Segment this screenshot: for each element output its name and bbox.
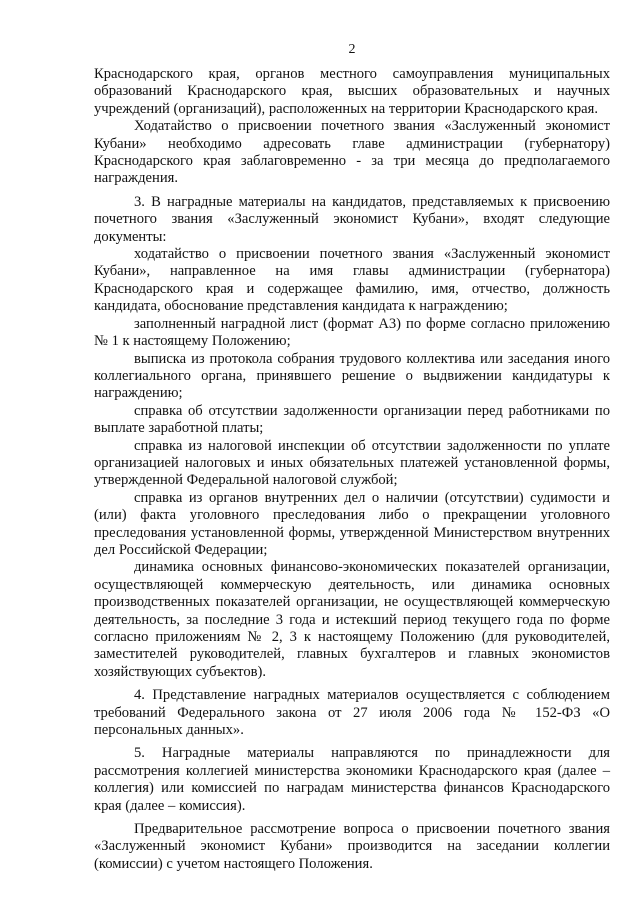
paragraph: справка об отсутствии задолженности организации перед работниками по выплате заработной платы; [94, 402, 610, 437]
document-page [94, 40, 610, 873]
paragraph: Краснодарского края, органов местного самоуправления муниципальных образований Краснодарского края, высших образовательных и научных учреждений (организаций), расположенных на территории Краснодарского края. [94, 66, 610, 117]
paragraph: справка из органов внутренних дел о наличии (отсутствии) судимости и (или) факта уголовного преследования либо о прекращении уголовного преследования установленной формы, утвержденной Министерством внутренних дел Российской Федерации; [94, 489, 610, 558]
paragraph: выписка из протокола собрания трудового коллектива или заседания иного коллегиального органа, принявшего решение о выдвижении кандидатуры к награждению; [94, 350, 610, 402]
paragraph: 4. Представление наградных материалов осуществляется с соблюдением требований Федерального закона от 27 июля 2006 года № 152-ФЗ «О персональных данных». [94, 687, 610, 739]
paragraph: динамика основных финансово-экономических показателей организации, осуществляющей коммерческую деятельность, или динамика основных производственных показателей организации, не осуществляющей коммерческую деятельность, за последние 3 года и истекший период текущего года по форме согласно приложениям № 2, 3 к настоящему Положению (для руководителей, заместителей руководителей, главных бухгалтеров и главных экономистов хозяйствующих субъектов). [94, 559, 610, 680]
paragraph: заполненный наградной лист (формат А3) по форме согласно приложению № 1 к настоящему Положению; [94, 315, 610, 350]
paragraph: ходатайство о присвоении почетного звания «Заслуженный экономист Кубани», направленное на имя главы администрации (губернатора) Краснодарского края и содержащее фамилию, имя, отчество, должность кандидата, обоснование представления кандидата к награждению; [94, 246, 610, 315]
page-number: 2 [348, 42, 356, 57]
paragraph: Ходатайство о присвоении почетного звания «Заслуженный экономист Кубани» необходимо адресовать главе администрации (губернатору) Краснодарского края заблаговременно - за три месяца до предполагаемого награждения. [94, 118, 610, 187]
paragraph: Предварительное рассмотрение вопроса о присвоении почетного звания «Заслуженный экономист Кубани» производится на заседании коллегии (комиссии) с учетом настоящего Положения. [94, 821, 610, 872]
paragraph: 3. В наградные материалы на кандидатов, представляемых к присвоению почетного звания «Заслуженный экономист Кубани», входят следующие документы: [94, 193, 610, 245]
paragraph: справка из налоговой инспекции об отсутствии задолженности по уплате организацией налоговых и иных обязательных платежей установленной формы, утвержденной Федеральной налоговой службой; [94, 437, 610, 489]
document-body [94, 66, 610, 873]
paragraph: 5. Наградные материалы направляются по принадлежности для рассмотрения коллегией министерства экономики Краснодарского края (далее – коллегия) или комиссией по наградам министерства финансов Краснодарского края (далее – комиссия). [94, 745, 610, 814]
